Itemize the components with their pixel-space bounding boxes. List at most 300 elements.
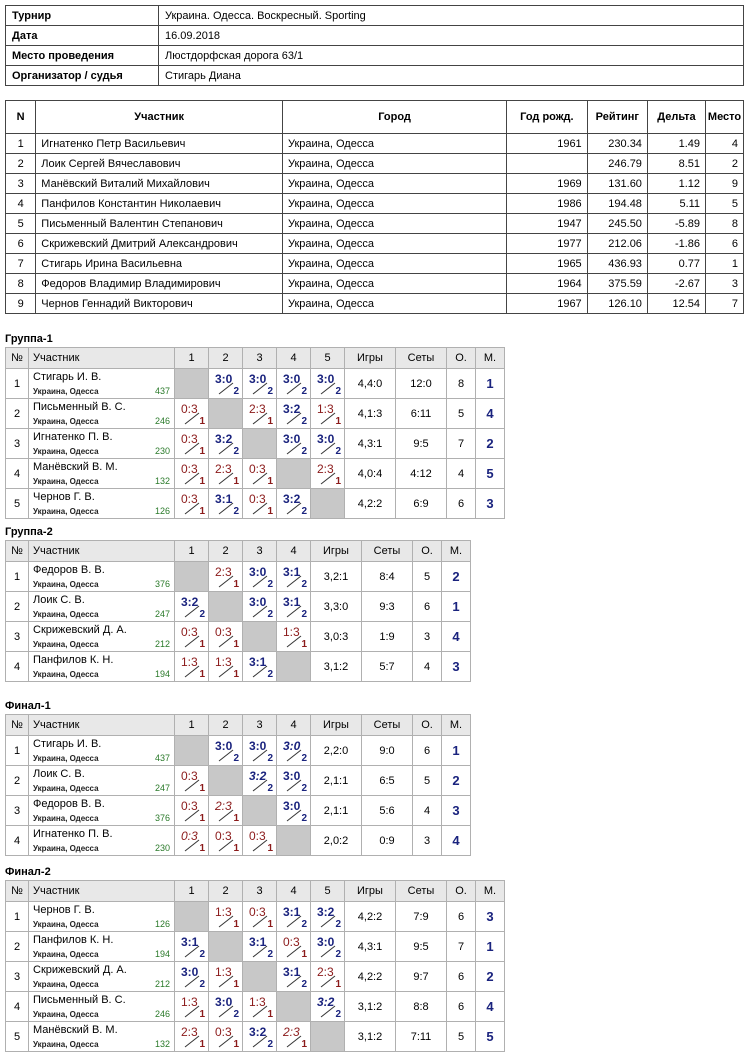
match-score: 3:1 — [283, 565, 301, 579]
points-value: 3 — [413, 622, 442, 652]
match-score: 2:3 — [317, 462, 334, 476]
table-cell: 126.10 — [587, 294, 647, 314]
match-points: 2 — [301, 919, 307, 930]
games-value: 3,3:0 — [311, 592, 362, 622]
games-value: 3,1:2 — [345, 1022, 396, 1052]
match-points: 1 — [199, 446, 205, 457]
match-cell — [209, 562, 243, 592]
match-points: 1 — [301, 1039, 307, 1050]
match-score: 0:3 — [215, 829, 232, 843]
match-cell — [209, 459, 243, 489]
group-title: Финал-2 — [5, 866, 51, 878]
table-cell — [507, 154, 588, 174]
group-row — [6, 622, 471, 652]
points-value: 6 — [413, 736, 442, 766]
sets-value: 5:6 — [362, 796, 413, 826]
sets-value: 6:9 — [396, 489, 447, 519]
header-opponent: 5 — [311, 348, 345, 369]
points-value: 5 — [447, 399, 476, 429]
table-cell: 1977 — [507, 234, 588, 254]
match-score: 3:0 — [249, 372, 267, 386]
match-points: 1 — [301, 949, 307, 960]
match-cell — [277, 369, 311, 399]
match-points: 2 — [301, 979, 307, 990]
match-points: 2 — [335, 386, 341, 397]
player-rating: 437 — [154, 753, 170, 763]
match-cell — [277, 489, 311, 519]
header-opponent: 1 — [175, 881, 209, 902]
header-opponent: 4 — [277, 715, 311, 736]
player-name: Манёвский В. М. — [33, 1024, 118, 1036]
player-number: 2 — [6, 399, 29, 429]
table-cell: Стигарь Ирина Васильевна — [36, 254, 283, 274]
match-points: 1 — [267, 416, 273, 427]
match-score: 2:3 — [181, 1025, 198, 1039]
table-cell: 1969 — [507, 174, 588, 194]
table-cell: Лоик Сергей Вячеславович — [36, 154, 283, 174]
match-points: 1 — [199, 416, 205, 427]
group-row — [6, 826, 471, 856]
sets-value: 8:4 — [362, 562, 413, 592]
player-city: Украина, Одесса — [33, 814, 99, 823]
games-value: 2,2:0 — [311, 736, 362, 766]
match-points: 2 — [301, 416, 307, 427]
match-score: 3:0 — [317, 432, 335, 446]
match-points: 2 — [267, 609, 273, 620]
match-cell — [311, 369, 345, 399]
player-number: 3 — [6, 796, 29, 826]
place-value: 3 — [442, 652, 471, 682]
player-name: Письменный В. С. — [33, 994, 126, 1006]
table-cell: Украина, Одесса — [282, 294, 506, 314]
match-score: 3:0 — [215, 739, 233, 753]
player-rating: 126 — [154, 506, 170, 516]
player-rating: 247 — [154, 609, 170, 619]
place-value: 3 — [476, 902, 505, 932]
player-name: Игнатенко П. В. — [33, 828, 113, 840]
group-header-row — [6, 348, 505, 369]
match-cell — [175, 622, 209, 652]
match-points: 1 — [199, 506, 205, 517]
table-cell: 375.59 — [587, 274, 647, 294]
header-place: М. — [476, 881, 505, 902]
header-opponent: 1 — [175, 348, 209, 369]
match-cell — [243, 399, 277, 429]
sets-value: 9:5 — [396, 429, 447, 459]
player-cell — [29, 962, 175, 992]
match-score: 3:1 — [283, 905, 301, 919]
match-cell — [175, 766, 209, 796]
player-cell — [29, 369, 175, 399]
match-cell — [311, 459, 345, 489]
match-cell — [175, 459, 209, 489]
player-cell — [29, 489, 175, 519]
diagonal-cell — [277, 652, 311, 682]
match-cell — [209, 962, 243, 992]
table-cell: 9 — [6, 294, 36, 314]
games-value: 4,0:4 — [345, 459, 396, 489]
column-header: Место — [706, 101, 744, 134]
diagonal-cell — [175, 562, 209, 592]
match-points: 1 — [233, 579, 239, 590]
header-games: Игры — [345, 881, 396, 902]
sets-value: 7:9 — [396, 902, 447, 932]
match-score: 2:3 — [249, 402, 266, 416]
match-score: 2:3 — [215, 565, 232, 579]
match-cell — [209, 652, 243, 682]
table-row — [6, 294, 744, 314]
match-score: 0:3 — [181, 799, 198, 813]
match-score: 3:0 — [317, 372, 335, 386]
match-score: 0:3 — [181, 769, 198, 783]
participants-header-row — [6, 101, 744, 134]
match-points: 1 — [199, 669, 205, 680]
table-cell: Украина, Одесса — [282, 254, 506, 274]
header-opponent: 4 — [277, 881, 311, 902]
match-points: 2 — [267, 753, 273, 764]
place-value: 5 — [476, 1022, 505, 1052]
match-points: 1 — [233, 1039, 239, 1050]
table-cell: 6 — [706, 234, 744, 254]
table-cell: 8 — [6, 274, 36, 294]
group-row — [6, 369, 505, 399]
place-value: 2 — [442, 766, 471, 796]
player-number: 2 — [6, 766, 29, 796]
match-cell — [175, 399, 209, 429]
player-cell — [29, 429, 175, 459]
player-rating: 376 — [154, 579, 170, 589]
games-value: 2,0:2 — [311, 826, 362, 856]
match-points: 1 — [301, 639, 307, 650]
info-value: 16.09.2018 — [159, 26, 744, 46]
info-label: Турнир — [6, 6, 159, 26]
match-score: 3:2 — [283, 402, 301, 416]
header-opponent: 1 — [175, 541, 209, 562]
header-sets: Сеты — [362, 541, 413, 562]
header-player: Участник — [29, 541, 175, 562]
table-cell: 7 — [706, 294, 744, 314]
match-score: 3:0 — [215, 372, 233, 386]
match-points: 1 — [233, 476, 239, 487]
match-points: 1 — [233, 843, 239, 854]
player-cell — [29, 796, 175, 826]
match-cell — [311, 902, 345, 932]
place-value: 4 — [442, 622, 471, 652]
sets-value: 12:0 — [396, 369, 447, 399]
match-cell — [209, 796, 243, 826]
match-cell — [175, 1022, 209, 1052]
points-value: 7 — [447, 429, 476, 459]
player-city: Украина, Одесса — [33, 754, 99, 763]
group-title: Группа-1 — [5, 333, 53, 345]
player-name: Скрижевский Д. А. — [33, 624, 127, 636]
place-value: 3 — [476, 489, 505, 519]
match-score: 3:2 — [317, 905, 335, 919]
player-name: Письменный В. С. — [33, 401, 126, 413]
player-number: 4 — [6, 652, 29, 682]
info-label: Организатор / судья — [6, 66, 159, 86]
player-cell — [29, 592, 175, 622]
match-score: 0:3 — [181, 492, 198, 506]
match-score: 3:0 — [181, 965, 199, 979]
match-points: 2 — [233, 446, 239, 457]
match-score: 0:3 — [181, 462, 198, 476]
match-cell — [175, 826, 209, 856]
games-value: 4,4:0 — [345, 369, 396, 399]
table-cell: 7 — [6, 254, 36, 274]
table-row — [6, 214, 744, 234]
table-row — [6, 194, 744, 214]
match-points: 1 — [233, 813, 239, 824]
match-cell — [277, 736, 311, 766]
games-value: 2,1:1 — [311, 796, 362, 826]
sets-value: 1:9 — [362, 622, 413, 652]
match-points: 2 — [199, 949, 205, 960]
player-cell — [29, 562, 175, 592]
group-header-row — [6, 715, 471, 736]
match-score: 3:0 — [249, 739, 267, 753]
match-points: 2 — [335, 1009, 341, 1020]
match-points: 1 — [335, 979, 341, 990]
match-score: 3:0 — [283, 739, 301, 753]
match-points: 1 — [233, 669, 239, 680]
match-cell — [209, 1022, 243, 1052]
player-number: 2 — [6, 932, 29, 962]
match-points: 1 — [267, 506, 273, 517]
match-score: 0:3 — [181, 625, 198, 639]
match-score: 1:3 — [317, 402, 334, 416]
player-number: 4 — [6, 459, 29, 489]
table-cell: 1 — [6, 134, 36, 154]
table-cell: 194.48 — [587, 194, 647, 214]
group-title: Финал-1 — [5, 700, 51, 712]
player-rating: 246 — [154, 1009, 170, 1019]
match-score: 2:3 — [317, 965, 334, 979]
group-header-row — [6, 881, 505, 902]
match-cell — [277, 1022, 311, 1052]
group-row — [6, 652, 471, 682]
player-name: Чернов Г. В. — [33, 491, 95, 503]
diagonal-cell — [175, 902, 209, 932]
games-value: 2,1:1 — [311, 766, 362, 796]
info-value: Украина. Одесса. Воскресный. Sporting — [159, 6, 744, 26]
header-num: № — [6, 348, 29, 369]
match-score: 3:1 — [249, 655, 267, 669]
table-cell: 3 — [706, 274, 744, 294]
table-cell: 1967 — [507, 294, 588, 314]
header-place: М. — [442, 541, 471, 562]
match-score: 3:1 — [181, 935, 199, 949]
player-number: 1 — [6, 562, 29, 592]
match-score: 3:0 — [283, 432, 301, 446]
match-points: 2 — [335, 446, 341, 457]
diagonal-cell — [175, 369, 209, 399]
match-score: 1:3 — [215, 655, 232, 669]
match-score: 0:3 — [181, 829, 198, 843]
games-value: 4,2:2 — [345, 489, 396, 519]
player-name: Манёвский В. М. — [33, 461, 118, 473]
match-points: 1 — [267, 1009, 273, 1020]
table-cell: 5 — [706, 194, 744, 214]
match-points: 2 — [199, 609, 205, 620]
header-opponent: 5 — [311, 881, 345, 902]
sets-value: 9:5 — [396, 932, 447, 962]
points-value: 3 — [413, 826, 442, 856]
table-cell: 4 — [6, 194, 36, 214]
match-cell — [243, 652, 277, 682]
table-cell: 2 — [706, 154, 744, 174]
player-rating: 212 — [154, 979, 170, 989]
match-cell — [243, 826, 277, 856]
table-cell: Украина, Одесса — [282, 134, 506, 154]
player-city: Украина, Одесса — [33, 507, 99, 516]
header-opponent: 3 — [243, 881, 277, 902]
points-value: 5 — [447, 1022, 476, 1052]
group-row — [6, 459, 505, 489]
match-points: 1 — [233, 639, 239, 650]
player-name: Стигарь И. В. — [33, 371, 102, 383]
match-score: 3:0 — [317, 935, 335, 949]
info-label: Дата — [6, 26, 159, 46]
player-cell — [29, 766, 175, 796]
match-points: 2 — [301, 506, 307, 517]
games-value: 3,1:2 — [345, 992, 396, 1022]
match-points: 2 — [301, 609, 307, 620]
header-opponent: 1 — [175, 715, 209, 736]
player-number: 1 — [6, 369, 29, 399]
player-rating: 376 — [154, 813, 170, 823]
player-city: Украина, Одесса — [33, 447, 99, 456]
match-score: 3:1 — [249, 935, 267, 949]
match-cell — [243, 932, 277, 962]
header-num: № — [6, 541, 29, 562]
match-score: 3:2 — [249, 769, 267, 783]
player-city: Украина, Одесса — [33, 844, 99, 853]
points-value: 4 — [413, 652, 442, 682]
table-cell: 5 — [6, 214, 36, 234]
player-city: Украина, Одесса — [33, 920, 99, 929]
match-cell — [277, 932, 311, 962]
match-points: 1 — [233, 919, 239, 930]
player-number: 5 — [6, 1022, 29, 1052]
group-row — [6, 962, 505, 992]
match-score: 0:3 — [181, 402, 198, 416]
place-value: 2 — [442, 562, 471, 592]
table-cell: 1.12 — [647, 174, 705, 194]
column-header: Год рожд. — [507, 101, 588, 134]
match-points: 1 — [199, 1039, 205, 1050]
diagonal-cell — [209, 932, 243, 962]
info-label: Место проведения — [6, 46, 159, 66]
header-points: О. — [447, 348, 476, 369]
match-cell — [175, 962, 209, 992]
table-cell: 0.77 — [647, 254, 705, 274]
match-cell — [277, 592, 311, 622]
points-value: 4 — [413, 796, 442, 826]
player-cell — [29, 1022, 175, 1052]
match-points: 2 — [267, 669, 273, 680]
player-name: Лоик С. В. — [33, 594, 85, 606]
sets-value: 5:7 — [362, 652, 413, 682]
match-cell — [277, 766, 311, 796]
player-rating: 437 — [154, 386, 170, 396]
diagonal-cell — [277, 826, 311, 856]
match-points: 1 — [267, 843, 273, 854]
diagonal-cell — [311, 1022, 345, 1052]
player-cell — [29, 399, 175, 429]
table-cell: 131.60 — [587, 174, 647, 194]
match-cell — [209, 902, 243, 932]
match-score: 0:3 — [215, 625, 232, 639]
player-cell — [29, 902, 175, 932]
match-cell — [243, 562, 277, 592]
diagonal-cell — [243, 622, 277, 652]
player-cell — [29, 992, 175, 1022]
match-cell — [243, 1022, 277, 1052]
match-cell — [311, 932, 345, 962]
header-games: Игры — [311, 541, 362, 562]
header-sets: Сеты — [362, 715, 413, 736]
column-header: Дельта — [647, 101, 705, 134]
match-cell — [175, 796, 209, 826]
place-value: 5 — [476, 459, 505, 489]
table-cell: 5.11 — [647, 194, 705, 214]
match-cell — [277, 429, 311, 459]
info-value: Стигарь Диана — [159, 66, 744, 86]
header-opponent: 2 — [209, 541, 243, 562]
table-cell: Украина, Одесса — [282, 154, 506, 174]
match-points: 2 — [301, 386, 307, 397]
header-player: Участник — [29, 715, 175, 736]
match-score: 3:0 — [283, 372, 301, 386]
player-cell — [29, 459, 175, 489]
group-header-row — [6, 541, 471, 562]
header-place: М. — [476, 348, 505, 369]
match-points: 2 — [233, 506, 239, 517]
match-points: 2 — [301, 813, 307, 824]
group-row — [6, 736, 471, 766]
group-table — [5, 540, 471, 682]
group-table — [5, 880, 505, 1052]
match-points: 1 — [233, 979, 239, 990]
match-cell — [209, 622, 243, 652]
place-value: 4 — [442, 826, 471, 856]
group-row — [6, 1022, 505, 1052]
player-name: Панфилов К. Н. — [33, 934, 114, 946]
match-score: 0:3 — [181, 432, 198, 446]
place-value: 2 — [476, 962, 505, 992]
match-points: 1 — [267, 919, 273, 930]
header-player: Участник — [29, 881, 175, 902]
group-row — [6, 562, 471, 592]
player-city: Украина, Одесса — [33, 610, 99, 619]
header-opponent: 4 — [277, 348, 311, 369]
table-cell: 12.54 — [647, 294, 705, 314]
table-cell: -2.67 — [647, 274, 705, 294]
match-cell — [243, 459, 277, 489]
match-points: 2 — [267, 579, 273, 590]
match-points: 2 — [199, 979, 205, 990]
match-score: 3:0 — [283, 769, 301, 783]
match-score: 3:0 — [249, 595, 267, 609]
match-cell — [311, 962, 345, 992]
column-header: N — [6, 101, 36, 134]
match-score: 0:3 — [249, 905, 266, 919]
player-name: Игнатенко П. В. — [33, 431, 113, 443]
match-score: 3:1 — [283, 965, 301, 979]
games-value: 4,2:2 — [345, 962, 396, 992]
group-table — [5, 347, 505, 519]
